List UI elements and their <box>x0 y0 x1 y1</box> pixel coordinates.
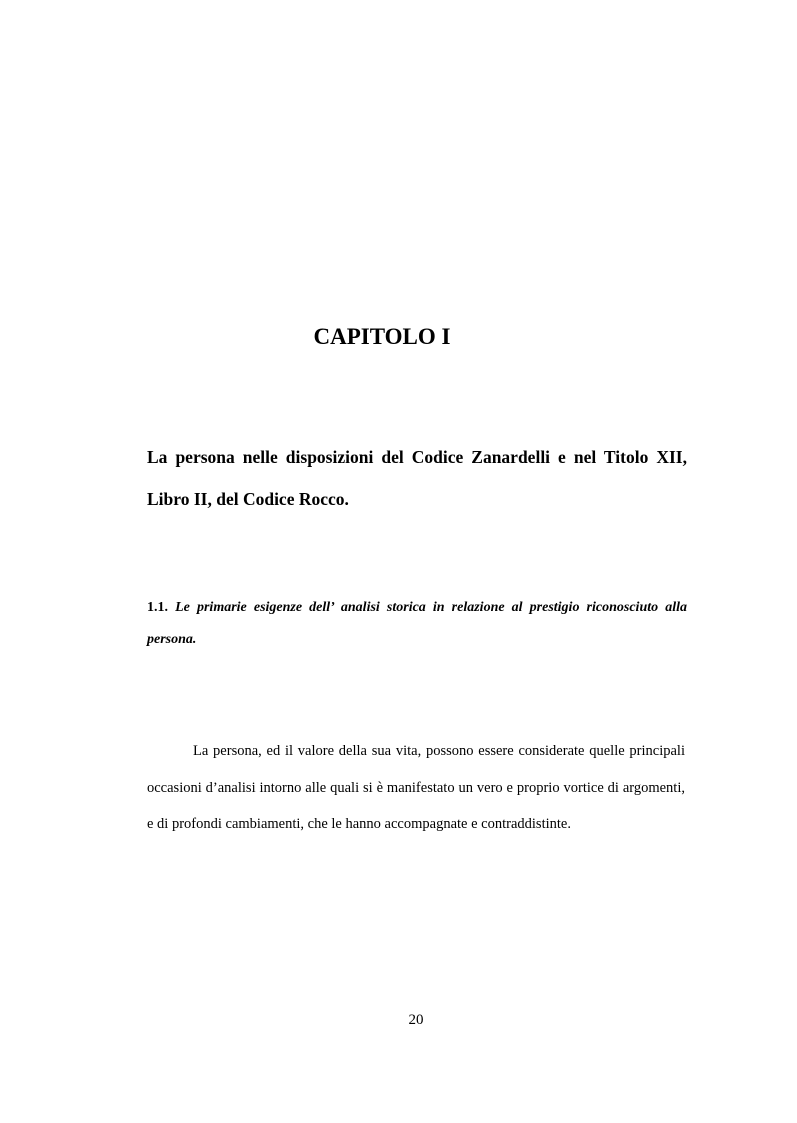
section-heading <box>147 592 687 656</box>
section-number: 1.1. <box>147 600 168 615</box>
body-paragraph: La persona, ed il valore della sua vita, possono essere considerate quelle principali occasioni d’analisi intorno alle quali si è manifestato un vero e proprio vortice di argomenti, e di profondi cambiamenti, che le hanno accompagnate e contraddistinte. <box>147 743 685 832</box>
chapter-title: CAPITOLO I <box>313 324 451 349</box>
chapter-subtitle: La persona nelle disposizioni del Codice Zanardelli e nel Titolo XII, Libro II, del Codice Rocco. <box>147 447 687 509</box>
page-number: 20 <box>408 1012 424 1028</box>
section-title: Le primarie esigenze dell’ analisi storica in relazione al prestigio riconosciuto alla persona. <box>147 600 688 647</box>
